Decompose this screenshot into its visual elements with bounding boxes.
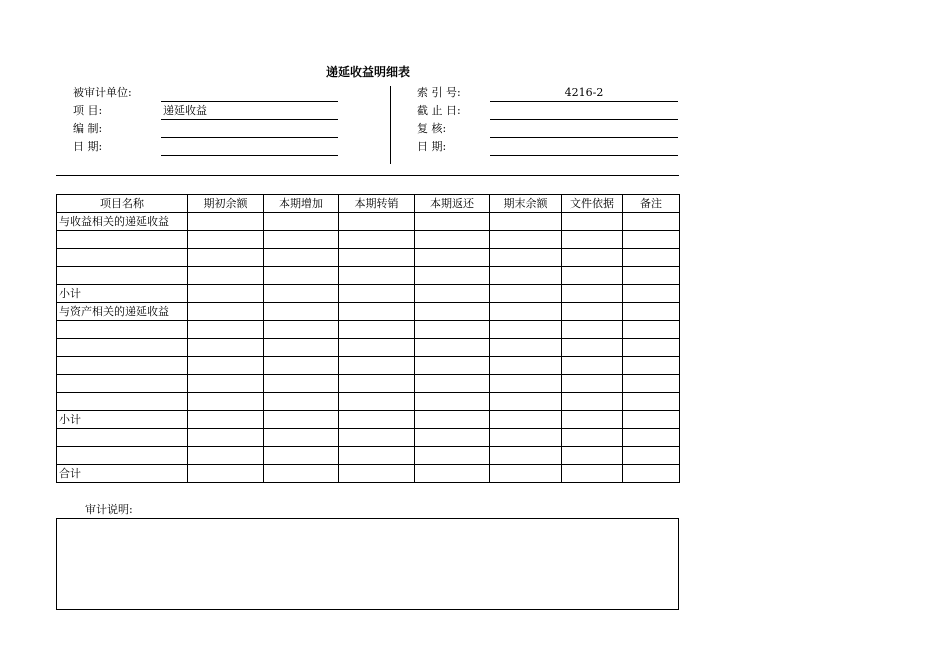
table-cell[interactable] — [188, 303, 264, 321]
table-cell[interactable] — [562, 303, 623, 321]
row-name-cell[interactable] — [57, 429, 188, 447]
table-cell[interactable] — [562, 213, 623, 231]
row-name-cell[interactable] — [57, 321, 188, 339]
table-row — [57, 357, 680, 375]
table-cell[interactable] — [339, 357, 415, 375]
table-cell[interactable] — [415, 321, 490, 339]
table-cell[interactable] — [264, 429, 339, 447]
table-cell[interactable] — [188, 411, 264, 429]
table-cell[interactable] — [623, 465, 680, 483]
date-underline-right — [490, 155, 678, 156]
table-row — [57, 429, 680, 447]
row-name-cell[interactable] — [57, 267, 188, 285]
table-cell[interactable] — [339, 375, 415, 393]
table-cell[interactable] — [264, 357, 339, 375]
table-cell[interactable] — [339, 213, 415, 231]
table-cell[interactable] — [264, 393, 339, 411]
table-cell[interactable] — [415, 339, 490, 357]
item-underline — [161, 119, 338, 120]
column-header: 本期返还 — [415, 195, 490, 213]
table-cell[interactable] — [188, 231, 264, 249]
column-header: 本期增加 — [264, 195, 339, 213]
table-cell[interactable] — [339, 321, 415, 339]
audit-notes-box[interactable] — [56, 518, 679, 610]
table-cell[interactable] — [490, 447, 562, 465]
table-cell[interactable] — [562, 429, 623, 447]
table-cell[interactable] — [264, 339, 339, 357]
table-header-row — [57, 195, 680, 213]
table-cell[interactable] — [562, 411, 623, 429]
row-name-cell[interactable] — [57, 447, 188, 465]
column-header: 期初余额 — [188, 195, 264, 213]
table-cell[interactable] — [562, 447, 623, 465]
table-cell[interactable] — [415, 465, 490, 483]
header-separator — [56, 175, 679, 176]
table-cell[interactable] — [264, 411, 339, 429]
table-row — [57, 249, 680, 267]
table-cell[interactable] — [490, 249, 562, 267]
table-row — [57, 447, 680, 465]
row-name-cell[interactable] — [57, 357, 188, 375]
table-cell[interactable] — [415, 447, 490, 465]
table-cell[interactable] — [415, 213, 490, 231]
table-cell[interactable] — [623, 267, 680, 285]
table-cell[interactable] — [415, 375, 490, 393]
table-cell[interactable] — [188, 285, 264, 303]
table-cell[interactable] — [339, 393, 415, 411]
table-row — [57, 213, 680, 231]
table-cell[interactable] — [188, 249, 264, 267]
table-cell[interactable] — [415, 285, 490, 303]
table-cell[interactable] — [623, 285, 680, 303]
row-name-cell[interactable]: 合计 — [57, 465, 188, 483]
table-cell[interactable] — [623, 231, 680, 249]
table-cell[interactable] — [339, 231, 415, 249]
row-name-cell[interactable] — [57, 249, 188, 267]
table-cell[interactable] — [490, 213, 562, 231]
table-row — [57, 339, 680, 357]
cutoff-date-label: 截 止 日: — [417, 104, 461, 117]
table-cell[interactable] — [188, 339, 264, 357]
table-row — [57, 285, 680, 303]
reviewer-underline — [490, 137, 678, 138]
date-label-left: 日 期: — [73, 140, 103, 153]
table-cell[interactable] — [623, 357, 680, 375]
table-cell[interactable] — [264, 465, 339, 483]
table-cell[interactable] — [339, 465, 415, 483]
table-cell[interactable] — [562, 357, 623, 375]
table-cell[interactable] — [490, 321, 562, 339]
index-no-label: 索 引 号: — [417, 86, 461, 99]
table-cell[interactable] — [339, 303, 415, 321]
table-cell[interactable] — [490, 303, 562, 321]
table-cell[interactable] — [188, 465, 264, 483]
row-name-cell[interactable]: 小计 — [57, 411, 188, 429]
table-cell[interactable] — [562, 231, 623, 249]
table-cell[interactable] — [490, 339, 562, 357]
table-cell[interactable] — [339, 285, 415, 303]
row-name-cell[interactable] — [57, 393, 188, 411]
table-row — [57, 267, 680, 285]
table-cell[interactable] — [264, 321, 339, 339]
table-cell[interactable] — [623, 339, 680, 357]
table-cell[interactable] — [623, 249, 680, 267]
table-cell[interactable] — [415, 411, 490, 429]
table-cell[interactable] — [339, 447, 415, 465]
table-cell[interactable] — [623, 429, 680, 447]
table-cell[interactable] — [188, 393, 264, 411]
table-cell[interactable] — [415, 231, 490, 249]
table-cell[interactable] — [188, 357, 264, 375]
table-cell[interactable] — [562, 285, 623, 303]
index-no-underline — [490, 101, 678, 102]
table-cell[interactable] — [562, 321, 623, 339]
table-cell[interactable] — [490, 465, 562, 483]
table-cell[interactable] — [623, 411, 680, 429]
table-cell[interactable] — [264, 447, 339, 465]
table-row — [57, 411, 680, 429]
table-cell[interactable] — [490, 375, 562, 393]
table-cell[interactable] — [623, 375, 680, 393]
table-cell[interactable] — [264, 267, 339, 285]
table-cell[interactable] — [415, 303, 490, 321]
table-cell[interactable] — [562, 267, 623, 285]
column-header: 文件依据 — [562, 195, 623, 213]
prepared-by-underline — [161, 137, 338, 138]
table-cell[interactable] — [188, 447, 264, 465]
prepared-by-label: 编 制: — [73, 122, 103, 135]
row-name-cell[interactable] — [57, 375, 188, 393]
table-cell[interactable] — [623, 447, 680, 465]
row-name-cell[interactable]: 与资产相关的递延收益 — [57, 303, 188, 321]
table-row — [57, 375, 680, 393]
audit-notes-text — [57, 519, 678, 527]
column-header: 备注 — [623, 195, 680, 213]
column-header: 期末余额 — [490, 195, 562, 213]
table-cell[interactable] — [188, 321, 264, 339]
audit-notes-label: 审计说明: — [85, 503, 133, 516]
table-cell[interactable] — [623, 321, 680, 339]
cutoff-date-underline — [490, 119, 678, 120]
table-row — [57, 303, 680, 321]
date-label-right: 日 期: — [417, 140, 447, 153]
table-cell[interactable] — [339, 339, 415, 357]
table-cell[interactable] — [490, 267, 562, 285]
table-cell[interactable] — [339, 429, 415, 447]
table-cell[interactable] — [339, 411, 415, 429]
table-row — [57, 321, 680, 339]
column-header: 本期转销 — [339, 195, 415, 213]
table-cell[interactable] — [188, 267, 264, 285]
table-cell[interactable] — [562, 393, 623, 411]
table-cell[interactable] — [264, 375, 339, 393]
column-header: 项目名称 — [57, 195, 188, 213]
table-cell[interactable] — [264, 249, 339, 267]
index-no-value[interactable]: 4216-2 — [564, 86, 604, 99]
table-row — [57, 393, 680, 411]
table-cell[interactable] — [562, 339, 623, 357]
table-cell[interactable] — [415, 249, 490, 267]
table-row — [57, 231, 680, 249]
table-cell[interactable] — [415, 393, 490, 411]
audited-unit-underline — [161, 101, 338, 102]
table-cell[interactable] — [623, 213, 680, 231]
table-cell[interactable] — [188, 375, 264, 393]
row-name-cell[interactable]: 与收益相关的递延收益 — [57, 213, 188, 231]
item-value[interactable]: 递延收益 — [163, 104, 207, 117]
table-cell[interactable] — [264, 285, 339, 303]
document-title: 递延收益明细表 — [325, 65, 410, 79]
deferred-income-table — [56, 194, 680, 483]
table-cell[interactable] — [188, 429, 264, 447]
table-cell[interactable] — [415, 267, 490, 285]
table-cell[interactable] — [264, 303, 339, 321]
table-cell[interactable] — [562, 465, 623, 483]
table-cell[interactable] — [623, 393, 680, 411]
table-cell[interactable] — [264, 231, 339, 249]
table-cell[interactable] — [339, 249, 415, 267]
table-cell[interactable] — [562, 375, 623, 393]
table-cell[interactable] — [415, 357, 490, 375]
table-cell[interactable] — [490, 357, 562, 375]
table-body — [57, 213, 680, 483]
table-cell[interactable] — [490, 285, 562, 303]
table-cell[interactable] — [339, 267, 415, 285]
table-cell[interactable] — [490, 393, 562, 411]
table-cell[interactable] — [562, 249, 623, 267]
table-cell[interactable] — [623, 303, 680, 321]
item-label: 项 目: — [73, 104, 103, 117]
audited-unit-label: 被审计单位: — [73, 86, 132, 99]
date-underline-left — [161, 155, 338, 156]
table-cell[interactable] — [188, 213, 264, 231]
table-cell[interactable] — [490, 231, 562, 249]
table-cell[interactable] — [490, 411, 562, 429]
header-divider — [390, 86, 391, 164]
row-name-cell[interactable]: 小计 — [57, 285, 188, 303]
reviewer-label: 复 核: — [417, 122, 447, 135]
row-name-cell[interactable] — [57, 231, 188, 249]
table-row — [57, 465, 680, 483]
table-cell[interactable] — [264, 213, 339, 231]
table-cell[interactable] — [490, 429, 562, 447]
table-cell[interactable] — [415, 429, 490, 447]
row-name-cell[interactable] — [57, 339, 188, 357]
